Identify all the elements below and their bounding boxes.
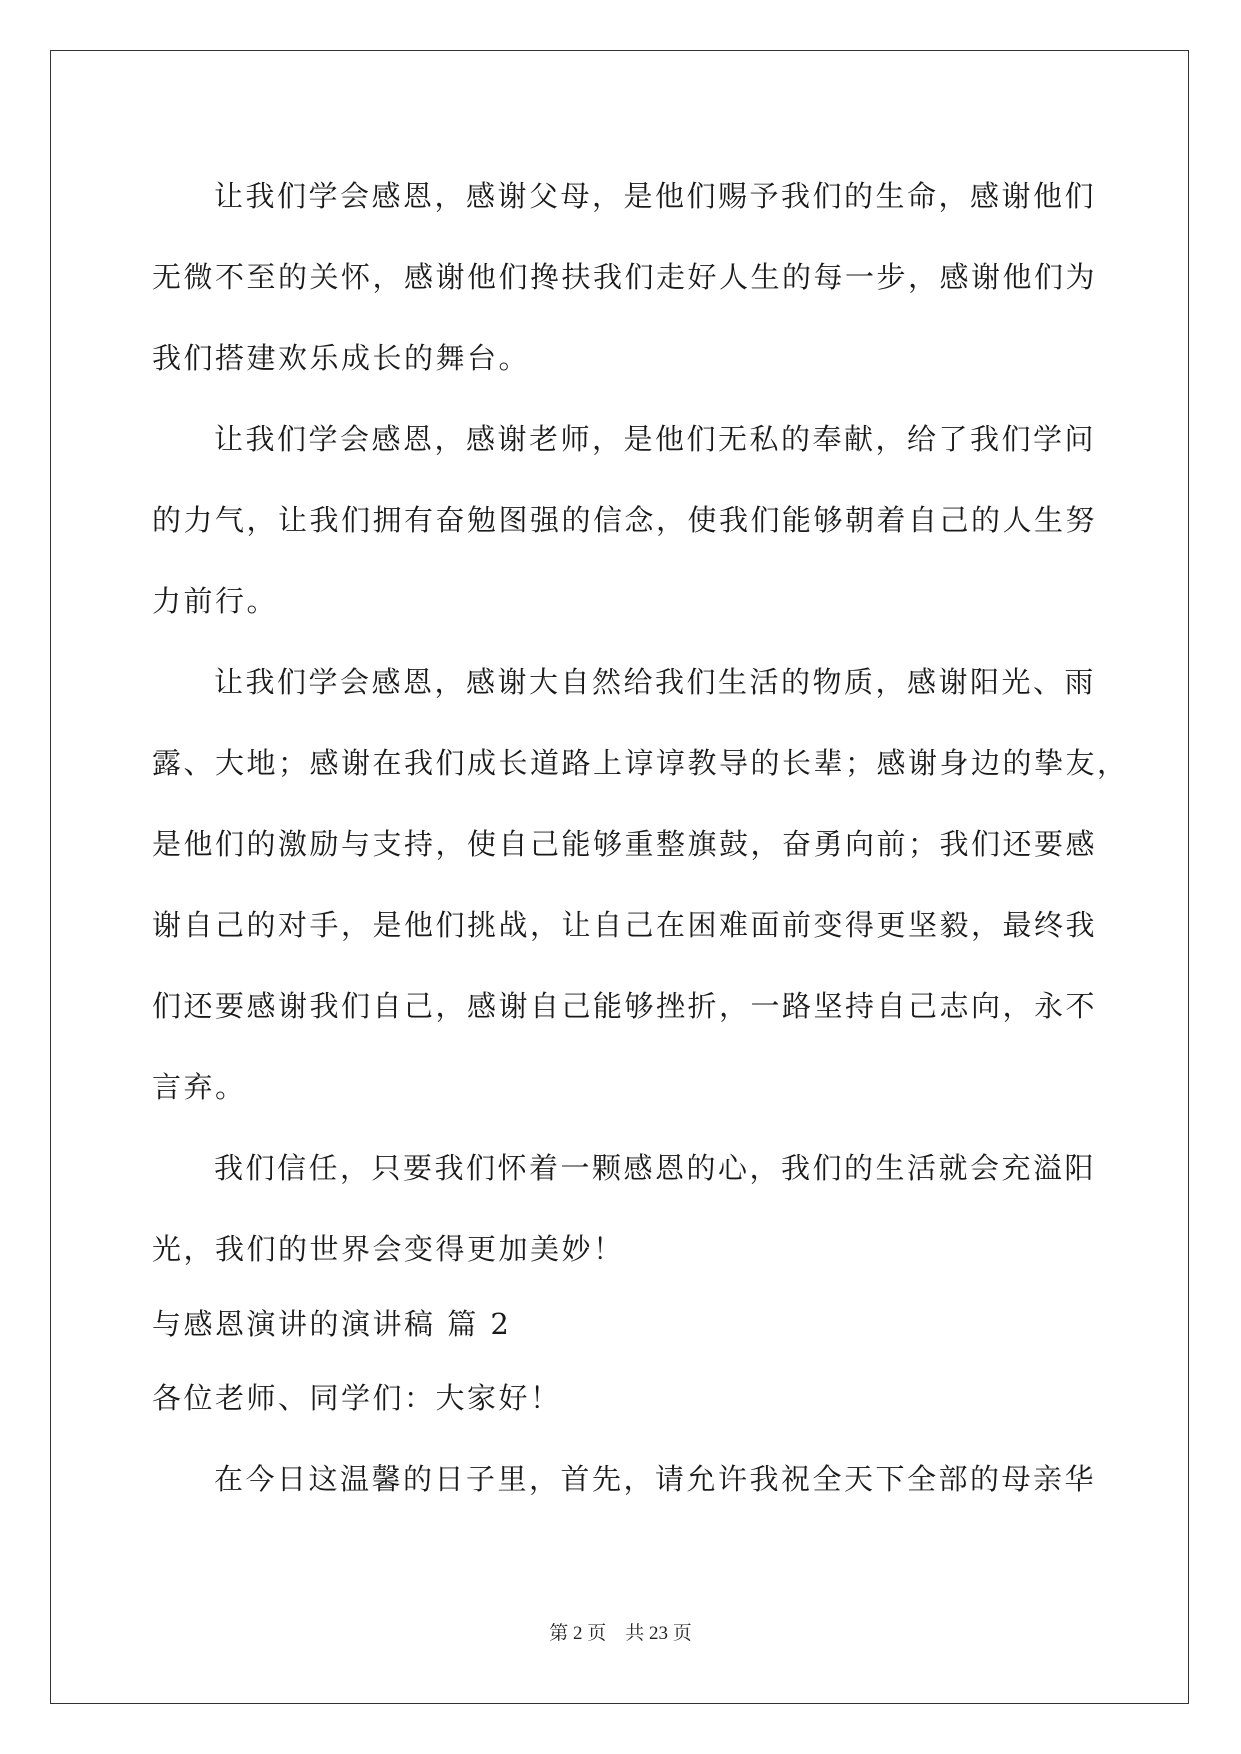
paragraph-line: 让我们学会感恩，感谢老师，是他们无私的奉献，给了我们学问 xyxy=(214,422,1097,456)
paragraph-line: 无微不至的关怀，感谢他们搀扶我们走好人生的每一步，感谢他们为 xyxy=(152,260,1098,294)
paragraph-line: 我们搭建欢乐成长的舞台。 xyxy=(152,341,531,375)
section-heading: 与感恩演讲的演讲稿 篇 2 xyxy=(152,1307,512,1341)
paragraph-line: 的力气，让我们拥有奋勉图强的信念，使我们能够朝着自己的人生努 xyxy=(152,503,1098,537)
paragraph-line: 在今日这温馨的日子里，首先，请允许我祝全天下全部的母亲华 xyxy=(214,1462,1097,1496)
paragraph-line: 是他们的激励与支持，使自己能够重整旗鼓，奋勇向前；我们还要感 xyxy=(152,827,1098,861)
paragraph-line: 让我们学会感恩，感谢大自然给我们生活的物质，感谢阳光、雨 xyxy=(214,665,1097,699)
page-number-footer xyxy=(0,1618,1241,1645)
paragraph-line: 让我们学会感恩，感谢父母，是他们赐予我们的生命，感谢他们 xyxy=(214,179,1097,213)
paragraph-line: 们还要感谢我们自己，感谢自己能够挫折，一路坚持自己志向，永不 xyxy=(152,989,1098,1023)
page-label: 第 2 页 共 23 页 xyxy=(549,1623,692,1644)
paragraph-line: 露、大地；感谢在我们成长道路上谆谆教导的长辈；感谢身边的挚友， xyxy=(152,746,1129,780)
paragraph-line: 力前行。 xyxy=(152,584,279,618)
document-body xyxy=(152,156,1129,1520)
paragraph-line: 谢自己的对手，是他们挑战，让自己在困难面前变得更坚毅，最终我 xyxy=(152,908,1098,942)
paragraph-line: 我们信任，只要我们怀着一颗感恩的心，我们的生活就会充溢阳 xyxy=(214,1151,1097,1185)
paragraph-line: 光，我们的世界会变得更加美妙！ xyxy=(152,1232,625,1266)
salutation-line: 各位老师、同学们：大家好！ xyxy=(152,1381,562,1415)
paragraph-line: 言弃。 xyxy=(152,1070,247,1104)
